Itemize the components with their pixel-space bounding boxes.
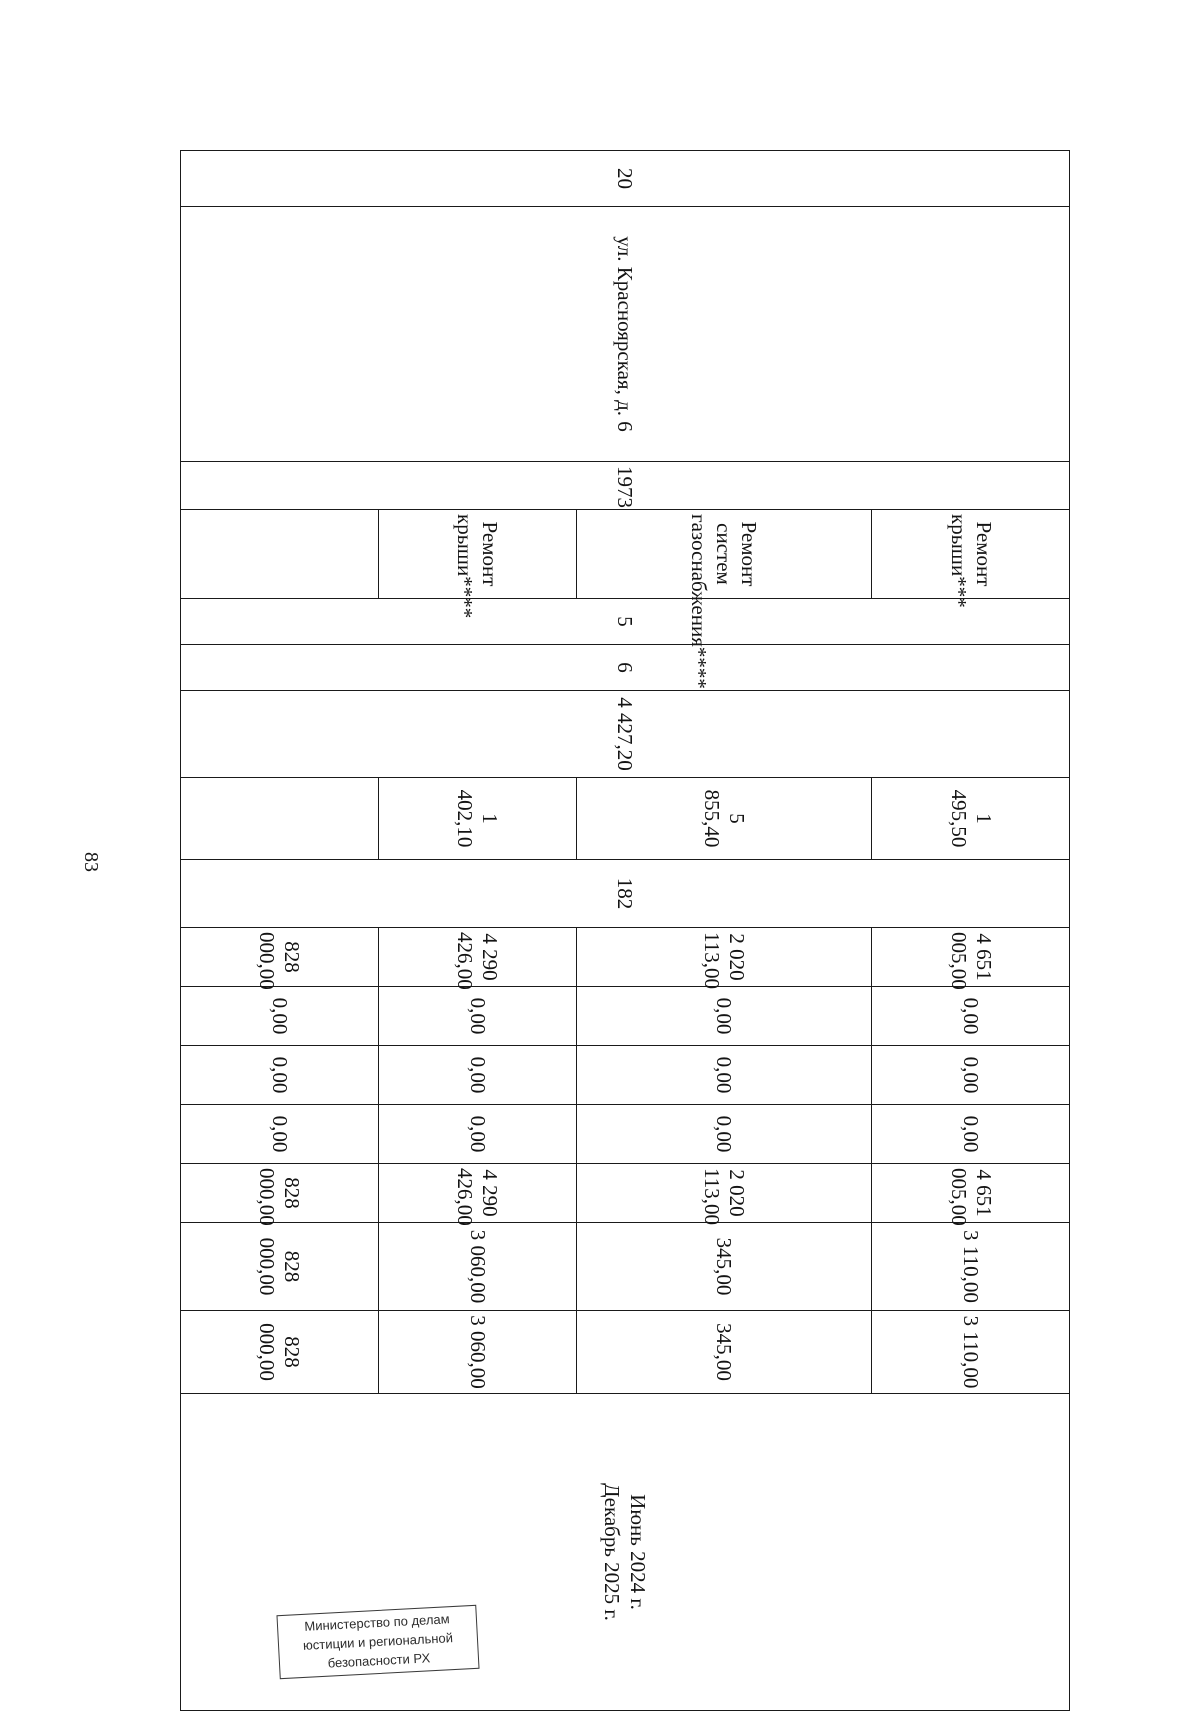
ministry-stamp [276, 1605, 479, 1679]
cost-owners-cell: 2 020 113,00 [576, 1164, 871, 1223]
area-cell [181, 778, 379, 860]
unit-cost-cell: 3 110,00 [872, 1223, 1070, 1311]
fund-b-cell: 0,00 [576, 1046, 871, 1105]
unit-cost-cell: 828 000,00 [181, 1223, 379, 1311]
table-wrapper [180, 150, 1070, 1621]
unit-cost-limit-cell: 3 110,00 [872, 1311, 1070, 1394]
address-cell: ул. Красноярская, д. 6 [181, 207, 1070, 462]
page-number: 83 [80, 852, 102, 872]
table-row [872, 151, 1070, 1711]
stamp-line: Министерство по делам [303, 1611, 450, 1634]
unit-cost-limit-cell: 3 060,00 [379, 1311, 577, 1394]
work-type-cell: Ремонт систем газоснабжения**** [576, 510, 871, 599]
fund-a-cell: 0,00 [872, 987, 1070, 1046]
period-end: Декабрь 2025 г. [600, 1483, 624, 1621]
total-area-cell: 4 427,20 [181, 691, 1070, 778]
fund-b-cell: 0,00 [872, 1046, 1070, 1105]
fund-c-cell: 0,00 [181, 1105, 379, 1164]
repair-schedule-table [180, 150, 1070, 1711]
fund-c-cell: 0,00 [576, 1105, 871, 1164]
period-start: Июнь 2024 г. [626, 1494, 650, 1610]
cost-total-cell: 828 000,00 [181, 928, 379, 987]
year-cell: 1973 [181, 462, 1070, 510]
fund-a-cell: 0,00 [181, 987, 379, 1046]
cost-total-cell: 4 651 005,00 [872, 928, 1070, 987]
unit-cost-limit-cell: 345,00 [576, 1311, 871, 1394]
column-5-cell: 5 [181, 599, 1070, 645]
fund-a-cell: 0,00 [576, 987, 871, 1046]
stamp-line: юстиции и региональной [302, 1630, 454, 1653]
row-number: 20 [181, 151, 1070, 207]
unit-cost-cell: 345,00 [576, 1223, 871, 1311]
cost-owners-cell: 4 651 005,00 [872, 1164, 1070, 1223]
unit-cost-limit-cell: 828 000,00 [181, 1311, 379, 1394]
area-cell: 5 855,40 [576, 778, 871, 860]
cost-owners-cell: 4 290 426,00 [379, 1164, 577, 1223]
unit-cost-cell: 3 060,00 [379, 1223, 577, 1311]
area-cell: 1 402,10 [379, 778, 577, 860]
work-type-cell [181, 510, 379, 599]
residents-cell: 182 [181, 860, 1070, 928]
fund-b-cell: 0,00 [379, 1046, 577, 1105]
fund-a-cell: 0,00 [379, 987, 577, 1046]
cost-total-cell: 4 290 426,00 [379, 928, 577, 987]
area-cell: 1 495,50 [872, 778, 1070, 860]
fund-c-cell: 0,00 [872, 1105, 1070, 1164]
work-type-cell: Ремонт крыши**** [379, 510, 577, 599]
work-type-cell: Ремонт крыши*** [872, 510, 1070, 599]
fund-b-cell: 0,00 [181, 1046, 379, 1105]
cost-owners-cell: 828 000,00 [181, 1164, 379, 1223]
cost-total-cell: 2 020 113,00 [576, 928, 871, 987]
stamp-line: безопасности РХ [327, 1650, 431, 1671]
column-6-cell: 6 [181, 645, 1070, 691]
fund-c-cell: 0,00 [379, 1105, 577, 1164]
